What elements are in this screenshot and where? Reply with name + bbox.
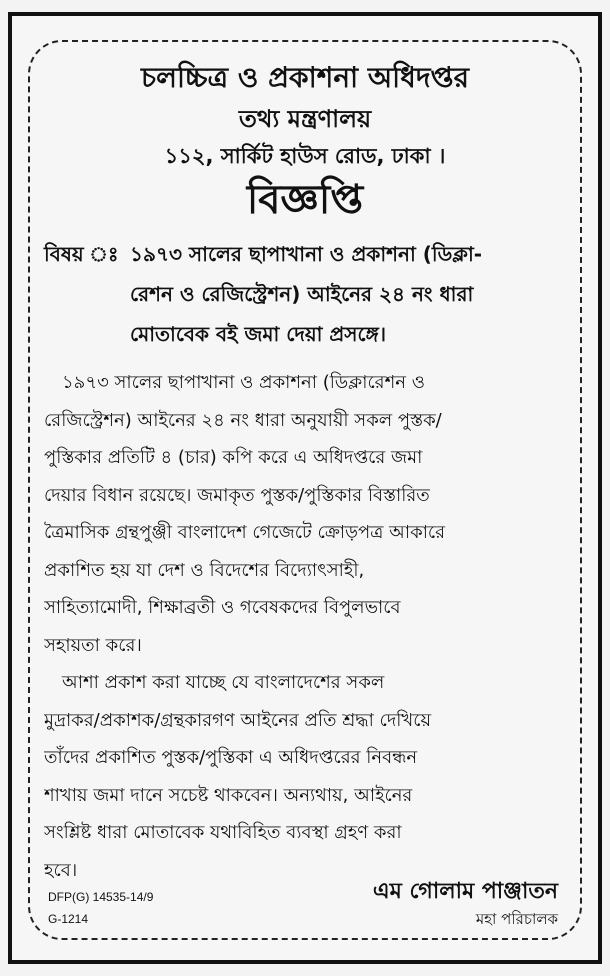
dfp-code: DFP(G) 14535-14/9 xyxy=(48,890,154,904)
body-line: রেজিস্ট্রেশন) আইনের ২৪ নং ধারা অনুযায়ী সকল পুস্তক/ xyxy=(44,409,442,431)
g-code: G-1214 xyxy=(48,912,89,926)
body-line: সহায়তা করে। xyxy=(44,634,142,656)
subject-block xyxy=(44,234,566,354)
signer-name: এম গোলাম পাঞ্জাতন xyxy=(372,879,558,904)
subject-line: মোতাবেক বই জমা দেয়া প্রসঙ্গে। xyxy=(130,322,386,346)
notice-body xyxy=(44,364,566,889)
notice-heading: বিজ্ঞপ্তি xyxy=(246,177,364,223)
body-line: শাখায় জমা দানে সচেষ্ট থাকবেন। অন্যথায়, আইনের xyxy=(44,784,413,806)
body-line: আশা প্রকাশ করা যাচ্ছে যে বাংলাদেশের সকল xyxy=(62,672,385,693)
body-line: দেয়ার বিধান রয়েছে। জমাকৃত পুস্তক/পুস্তিকার বিস্তারিত xyxy=(44,484,430,506)
body-line: ত্রৈমাসিক গ্রন্থপুঞ্জী বাংলাদেশ গেজেটে ক্রোড়পত্র আকারে xyxy=(44,522,446,543)
body-line: সাহিত্যামোদী, শিক্ষাব্রতী ও গবেষকদের বিপুলভাবে xyxy=(44,597,401,618)
body-line: প্রকাশিত হয় যা দেশ ও বিদেশের বিদ্যোৎসাহী, xyxy=(44,559,365,581)
notice-content xyxy=(44,60,566,930)
body-line: তাঁদের প্রকাশিত পুস্তক/পুস্তিকা এ অধিদপ্তরের নিবন্ধন xyxy=(44,747,418,768)
office-address: ১১২, সার্কিট হাউস রোড, ঢাকা । xyxy=(164,144,446,168)
body-line: সংশ্লিষ্ট ধারা মোতাবেক যথাবিহিত ব্যবস্থা গ্রহণ করা xyxy=(44,822,402,843)
body-line: ১৯৭৩ সালের ছাপাখানা ও প্রকাশনা (ডিক্লারেশন ও xyxy=(62,372,425,393)
notice-footer xyxy=(44,866,566,930)
body-line: হবে। xyxy=(44,859,78,881)
signatory xyxy=(373,876,558,930)
body-line: মুদ্রাকর/প্রকাশক/গ্রন্থকারগণ আইনের প্রতি শ্রদ্ধা দেখিয়ে xyxy=(44,709,432,731)
subject-label: বিষয় ঃ xyxy=(44,242,119,266)
subject-line: ১৯৭৩ সালের ছাপাখানা ও প্রকাশনা (ডিক্লা- xyxy=(130,242,483,266)
publication-codes xyxy=(48,886,153,930)
subject-text xyxy=(130,234,566,354)
signer-title: মহা পরিচালক xyxy=(475,910,558,928)
body-line: পুস্তিকার প্রতিটি ৪ (চার) কপি করে এ অধিদপ্তরে জমা xyxy=(44,447,423,468)
ministry-name: তথ্য মন্ত্রণালয় xyxy=(238,105,372,133)
subject-line: রেশন ও রেজিস্ট্রেশন) আইনের ২৪ নং ধারা xyxy=(130,282,474,306)
office-name: চলচ্চিত্র ও প্রকাশনা অধিদপ্তর xyxy=(141,61,469,94)
